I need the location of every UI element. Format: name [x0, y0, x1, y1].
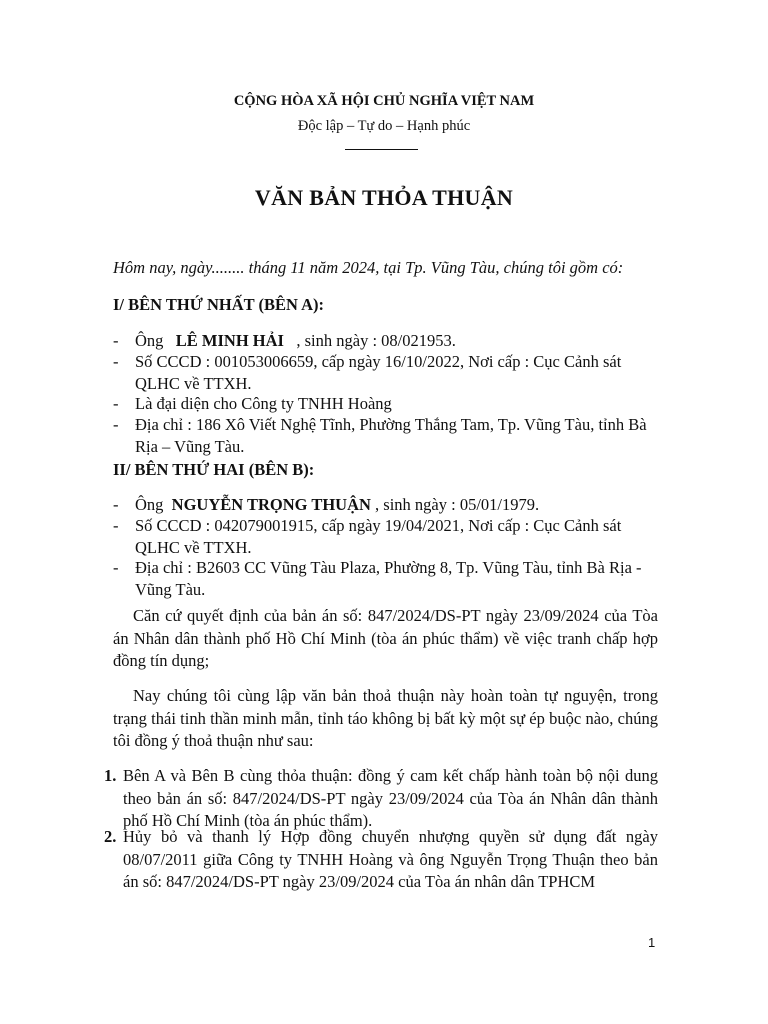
page-number: 1	[648, 935, 656, 950]
bullet-dash: -	[113, 516, 119, 535]
clause-text: Hủy bỏ và thanh lý Hợp đồng chuyển nhượng quyền sử dụng đất ngày 08/07/2011 giữa Công ty TNHH Hoàng và ông Nguyễn Trọng Thuận theo bản án số: 847/2024/DS-PT ngày 23/09/2024 của Tòa án nhân dân TPHCM	[123, 827, 658, 891]
document-title: VĂN BẢN THỎA THUẬN	[254, 185, 514, 210]
bullet-dash: -	[113, 394, 119, 413]
party-a-id	[113, 351, 658, 394]
bullet-dash: -	[113, 558, 119, 577]
national-title: CỘNG HÒA XÃ HỘI CHỦ NGHĨA VIỆT NAM	[233, 93, 535, 109]
party-b-address	[113, 557, 658, 600]
agreement-intro-text: Nay chúng tôi cùng lập văn bản thoả thuận này hoàn toàn tự nguyện, trong trạng thái tinh thần minh mẫn, tỉnh táo không bị bất kỳ một sự ép buộc nào, chúng tôi đồng ý thoả thuận như sau:	[113, 686, 658, 750]
party-a-address-text: Địa chỉ : 186 Xô Viết Nghệ Tĩnh, Phường Thắng Tam, Tp. Vũng Tàu, tỉnh Bà Rịa – Vũng Tàu.	[135, 415, 647, 456]
bullet-dash: -	[113, 495, 119, 514]
honorific: Ông	[135, 331, 164, 350]
party-b-id-text: Số CCCD : 042079001915, cấp ngày 19/04/2021, Nơi cấp : Cục Cảnh sát QLHC về TTXH.	[135, 516, 622, 557]
bullet-dash: -	[113, 331, 119, 350]
party-a-id-text: Số CCCD : 001053006659, cấp ngày 16/10/2022, Nơi cấp : Cục Cảnh sát QLHC về TTXH.	[135, 352, 622, 393]
clause-item	[104, 765, 658, 833]
party-b-person	[113, 494, 658, 516]
party-b-address-text: Địa chỉ : B2603 CC Vũng Tàu Plaza, Phường 8, Tp. Vũng Tàu, tỉnh Bà Rịa -Vũng Tàu.	[135, 558, 642, 599]
clause-item	[104, 826, 658, 894]
party-a-representative	[113, 393, 658, 415]
bullet-dash: -	[113, 352, 119, 371]
party-a-name: LÊ MINH HẢI	[175, 331, 284, 350]
party-a-birth: , sinh ngày : 08/021953.	[292, 331, 456, 350]
party-a-person	[113, 330, 658, 352]
clause-text: Bên A và Bên B cùng thỏa thuận: đồng ý cam kết chấp hành toàn bộ nội dung theo bản án số: 847/2024/DS-PT ngày 23/09/2024 của Tòa án Nhân dân thành phố Hồ Chí Minh (tòa án phúc thẩm).	[123, 766, 658, 830]
party-b-name: NGUYỄN TRỌNG THUẬN	[171, 495, 371, 514]
basis-text: Căn cứ quyết định của bản án số: 847/2024/DS-PT ngày 23/09/2024 của Tòa án Nhân dân thành phố Hồ Chí Minh (tòa án phúc thẩm) về việc tranh chấp hợp đồng tín dụng;	[113, 606, 658, 670]
party-b-id	[113, 515, 658, 558]
clause-number: 2.	[104, 827, 117, 846]
clause-number: 1.	[104, 766, 117, 785]
basis-paragraph	[113, 605, 658, 673]
intro-line: Hôm nay, ngày........ tháng 11 năm 2024, tại Tp. Vũng Tàu, chúng tôi gồm có:	[113, 258, 624, 277]
party-b-birth: , sinh ngày : 05/01/1979.	[370, 495, 540, 514]
party-b-heading: II/ BÊN THỨ HAI (BÊN B):	[113, 460, 315, 479]
motto: Độc lập – Tự do – Hạnh phúc	[297, 118, 471, 134]
agreement-intro-paragraph	[113, 685, 658, 753]
party-a-heading: I/ BÊN THỨ NHẤT (BÊN A):	[113, 295, 325, 314]
divider-line	[345, 149, 418, 150]
honorific: Ông	[135, 495, 164, 514]
bullet-dash: -	[113, 415, 119, 434]
party-a-address	[113, 414, 658, 457]
party-a-rep-text: Là đại diện cho Công ty TNHH Hoàng	[135, 394, 392, 413]
